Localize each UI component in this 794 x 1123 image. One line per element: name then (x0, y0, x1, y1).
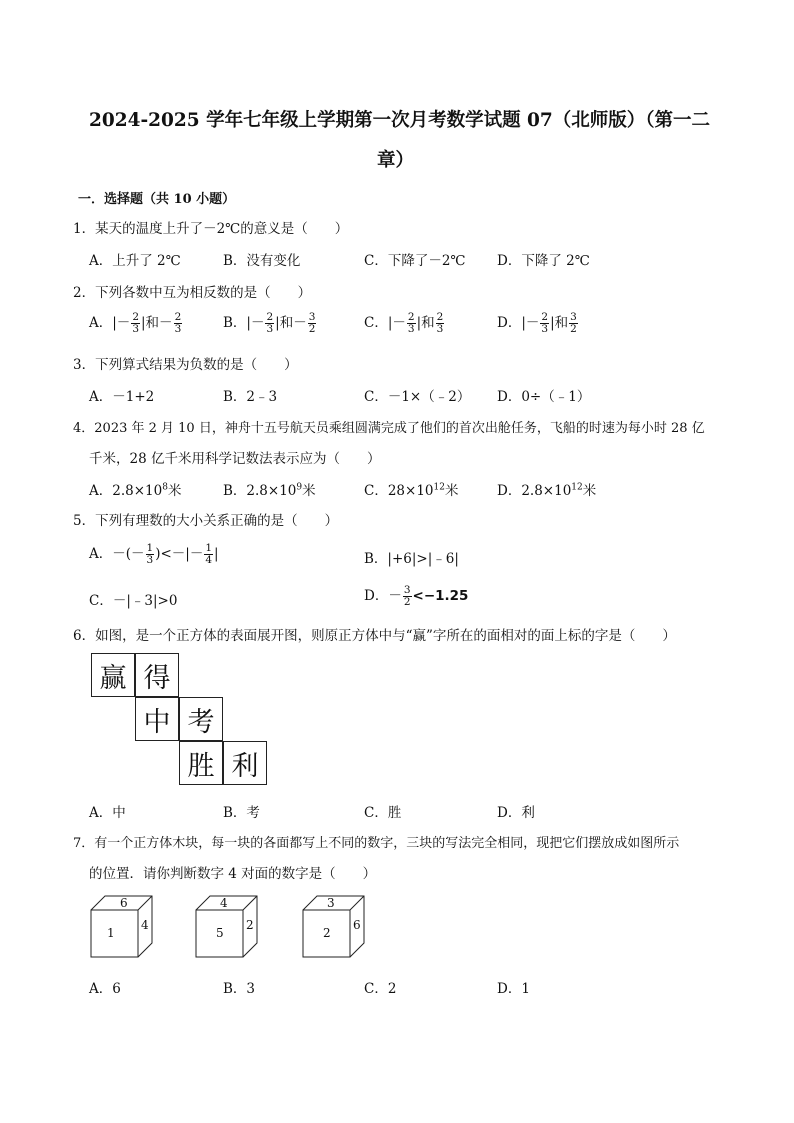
option-prefix: |－ (387, 315, 406, 331)
question-1-option-d[interactable]: D．下降了 2℃ (497, 253, 590, 269)
question-1-option-a[interactable]: A．上升了 2℃ (89, 253, 181, 269)
question-2-option-a[interactable] (89, 311, 183, 335)
numerator: 2 (132, 311, 139, 323)
numerator: 3 (308, 311, 316, 323)
question-4-option-d[interactable] (497, 479, 596, 499)
fraction (403, 585, 412, 608)
option-unit: 米 (167, 483, 182, 499)
denominator: 3 (174, 323, 182, 335)
cube-3-side-number: 6 (353, 918, 361, 932)
question-6-option-b[interactable]: B．考 (223, 805, 260, 821)
denominator: 3 (541, 323, 549, 335)
fraction (407, 312, 416, 335)
option-base: 2.8×10 (246, 483, 297, 499)
net-face-li: 利 (223, 741, 267, 785)
option-prefix: |－ (246, 315, 265, 331)
denominator: 2 (403, 596, 411, 608)
option-prefix: |－ (112, 315, 131, 331)
option-unit: 米 (444, 483, 459, 499)
net-face-ying: 赢 (91, 653, 135, 697)
question-3-option-d[interactable]: D．0÷（﹣1） (497, 389, 591, 405)
numerator: 2 (407, 311, 415, 323)
option-letter: D． (497, 483, 522, 499)
question-3-stem: 3．下列算式结果为负数的是（ ） (73, 357, 298, 373)
question-1-option-c[interactable]: C．下降了－2℃ (364, 253, 466, 269)
question-4-option-b[interactable] (223, 479, 316, 499)
cube-2-side-number: 2 (246, 918, 254, 932)
option-mid: |和 (550, 315, 569, 331)
question-2-option-c[interactable] (364, 311, 445, 335)
option-exponent: 9 (296, 482, 303, 493)
cube-2-top-number: 4 (220, 896, 228, 910)
question-5-option-b[interactable]: B．|+6|>|﹣6| (364, 551, 459, 567)
cube-3-front-number: 2 (323, 926, 331, 940)
option-letter: D． (364, 588, 389, 604)
denominator: 2 (308, 323, 316, 335)
fraction (131, 312, 140, 335)
question-4-option-a[interactable] (89, 479, 181, 499)
option-exponent: 12 (571, 482, 583, 493)
denominator: 3 (436, 323, 444, 335)
option-letter: C． (364, 315, 388, 331)
question-1-option-b[interactable]: B．没有变化 (223, 253, 301, 269)
question-2-stem: 2．下列各数中互为相反数的是（ ） (73, 285, 312, 301)
option-exponent: 12 (433, 482, 445, 493)
numerator: 2 (174, 311, 182, 323)
fraction (569, 312, 578, 335)
option-letter: B． (223, 315, 247, 331)
fraction (436, 312, 445, 335)
fraction (308, 312, 317, 335)
question-7-option-a[interactable]: A．6 (89, 981, 121, 997)
option-postfix: <−1.25 (412, 588, 469, 604)
cube-1-front-number: 1 (107, 926, 115, 940)
denominator: 2 (570, 323, 577, 335)
option-base: 28×10 (387, 483, 434, 499)
question-4-stem-line1: 4．2023 年 2 月 10 日，神舟十五号航天员乘组圆满完成了他们的首次出舱任务，飞船的时速为每小时 28 亿 (73, 421, 705, 436)
fraction (146, 543, 155, 566)
numerator: 2 (266, 311, 274, 323)
fraction (204, 543, 213, 566)
numerator: 2 (436, 311, 444, 323)
question-7-option-b[interactable]: B．3 (223, 981, 256, 997)
question-7-stem-line2: 的位置．请你判断数字 4 对面的数字是（ ） (89, 866, 377, 882)
option-postfix: | (214, 546, 219, 562)
question-7-option-d[interactable]: D．1 (497, 981, 530, 997)
question-5-option-c[interactable]: C．－|﹣3|>0 (89, 593, 178, 609)
question-4-option-c[interactable] (364, 479, 458, 499)
fraction (265, 312, 274, 335)
numerator: 3 (570, 311, 577, 323)
net-face-kao: 考 (179, 697, 223, 741)
net-face-zhong: 中 (135, 697, 179, 741)
option-letter: C． (364, 483, 388, 499)
option-prefix: － (388, 588, 402, 604)
cubes-figure (85, 893, 385, 965)
question-1-stem: 1．某天的温度上升了－2℃的意义是（ ） (73, 221, 349, 237)
question-6-option-d[interactable]: D．利 (497, 805, 535, 821)
net-face-sheng: 胜 (179, 741, 223, 785)
option-exponent: 8 (162, 482, 168, 493)
numerator: 1 (205, 542, 213, 554)
cube-1-side-number: 4 (141, 918, 149, 932)
net-face-de: 得 (135, 653, 179, 697)
option-base: 2.8×10 (112, 483, 163, 499)
option-letter: D． (497, 315, 522, 331)
option-letter: A． (89, 483, 113, 499)
cube-1-top-number: 6 (120, 896, 128, 910)
option-mid: )<－|－ (155, 546, 204, 562)
question-4-stem-line2: 千米，28 亿千米用科学记数法表示应为（ ） (89, 451, 381, 467)
option-letter: A． (89, 315, 113, 331)
question-3-option-a[interactable]: A．－1+2 (89, 389, 155, 405)
question-7-option-c[interactable]: C．2 (364, 981, 397, 997)
question-5-option-d[interactable] (364, 584, 468, 608)
page-title-line1: 2024-2025 学年七年级上学期第一次月考数学试题 07（北师版）（第一二 (89, 110, 711, 131)
option-mid: |和－ (275, 315, 307, 331)
section-heading: 一．选择题（共 10 小题） (78, 192, 236, 207)
question-3-option-b[interactable]: B．2﹣3 (223, 389, 278, 405)
option-base: 2.8×10 (521, 483, 572, 499)
denominator: 3 (266, 323, 274, 335)
question-3-option-c[interactable]: C．－1×（﹣2） (364, 389, 471, 405)
question-7-stem-line1: 7．有一个正方体木块，每一块的各面都写上不同的数字，三块的写法完全相同，现把它们摆放成如图所示 (73, 836, 680, 851)
question-6-stem: 6．如图，是一个正方体的表面展开图，则原正方体中与“赢”字所在的面相对的面上标的字是（ ） (73, 628, 676, 644)
option-prefix: －(－ (112, 546, 145, 562)
cube-3-top-number: 3 (327, 896, 335, 910)
page-title-line2: 章） (377, 150, 415, 171)
denominator: 3 (132, 323, 139, 335)
option-unit: 米 (302, 483, 316, 499)
question-6-option-a[interactable]: A．中 (89, 805, 126, 821)
option-letter: B． (223, 483, 247, 499)
question-6-option-c[interactable]: C．胜 (364, 805, 402, 821)
question-5-option-a[interactable] (89, 542, 219, 566)
option-mid: |和－ (141, 315, 173, 331)
cube-2-front-number: 5 (216, 926, 224, 940)
option-prefix: |－ (521, 315, 540, 331)
denominator: 4 (205, 554, 213, 566)
denominator: 3 (407, 323, 415, 335)
option-letter: A． (89, 546, 113, 562)
fraction (174, 312, 183, 335)
fraction (540, 312, 549, 335)
numerator: 1 (146, 542, 154, 554)
option-mid: |和 (416, 315, 435, 331)
numerator: 2 (541, 311, 549, 323)
numerator: 3 (403, 584, 411, 596)
question-2-option-b[interactable] (223, 311, 317, 335)
question-2-option-d[interactable] (497, 311, 579, 335)
denominator: 3 (146, 554, 154, 566)
question-5-stem: 5．下列有理数的大小关系正确的是（ ） (73, 513, 339, 529)
option-unit: 米 (582, 483, 597, 499)
